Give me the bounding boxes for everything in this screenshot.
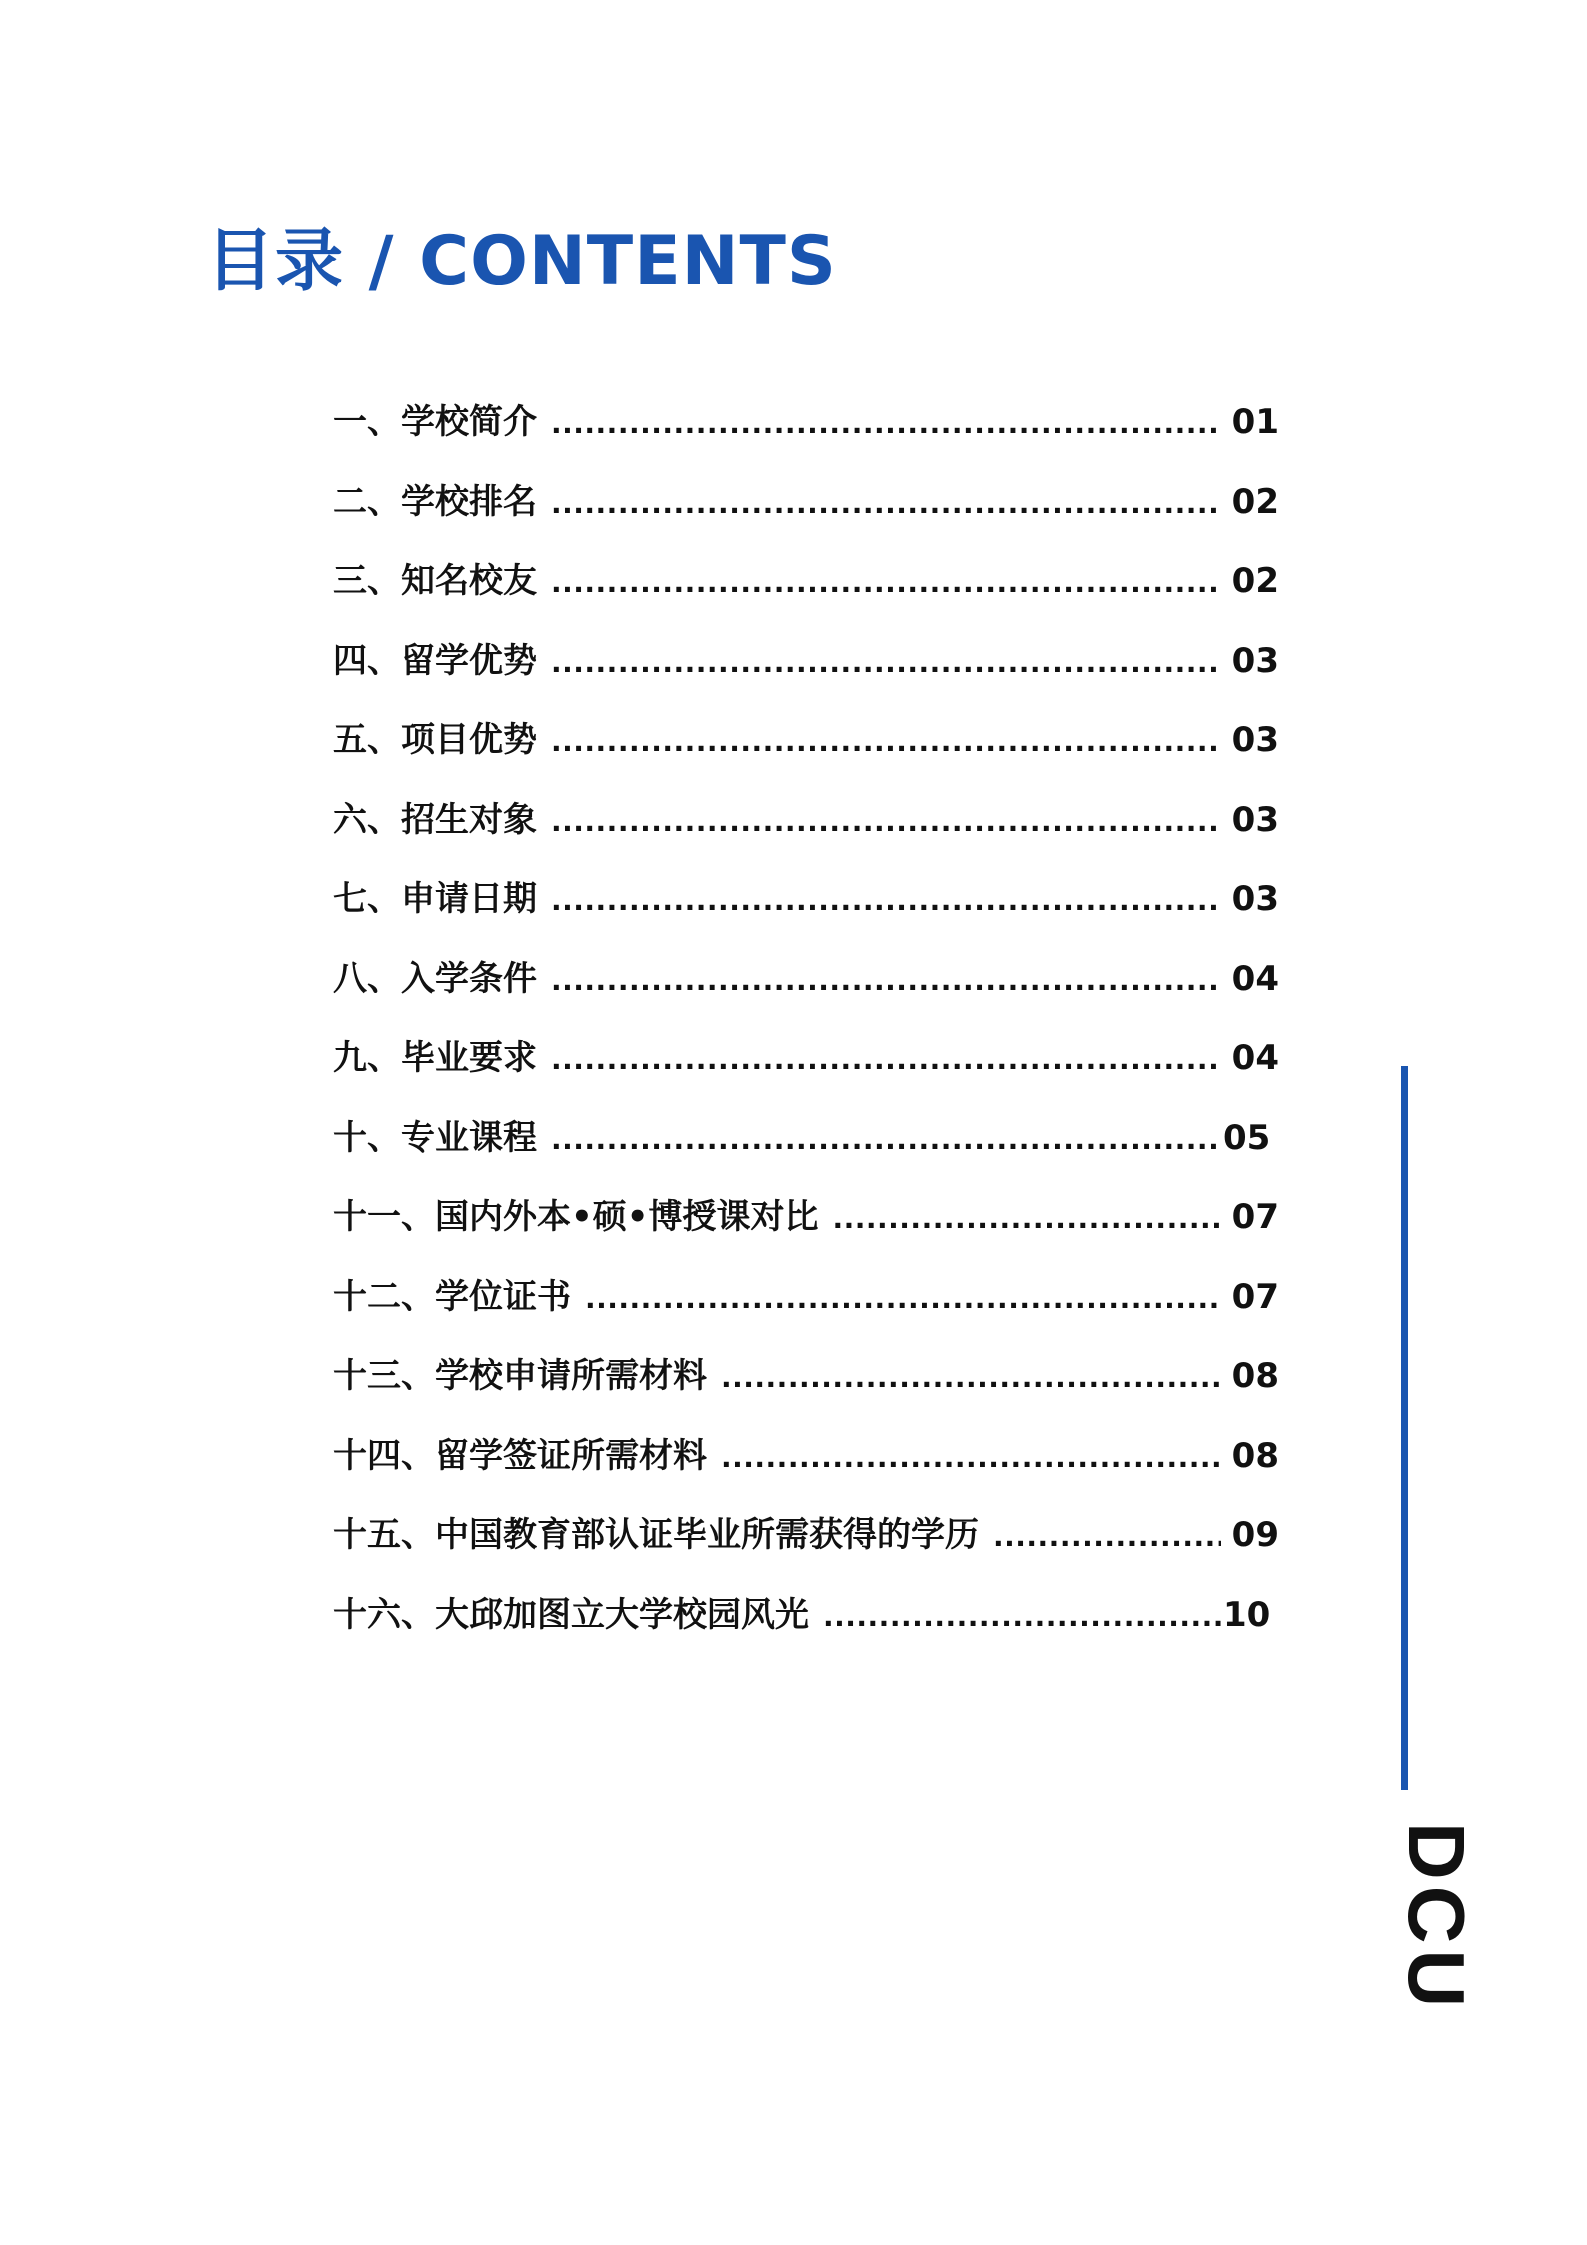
toc-entry-16[interactable] (333, 1587, 1279, 1667)
toc-entry-page: 03 (1231, 720, 1279, 760)
toc-entry-page: 04 (1231, 1038, 1279, 1078)
toc-entry-page: 04 (1231, 958, 1279, 999)
toc-entry-label: 二、学校排名 (333, 481, 537, 522)
dot-leader (551, 635, 1221, 691)
dot-leader (585, 1271, 1221, 1327)
toc-entry-11[interactable] (333, 1189, 1279, 1269)
toc-entry-page: 08 (1231, 1356, 1279, 1396)
side-accent-rule (1401, 1066, 1408, 1790)
toc-entry-page: 08 (1231, 1435, 1279, 1476)
dot-leader (551, 714, 1221, 770)
toc-entry-08[interactable] (333, 951, 1279, 1031)
table-of-contents (333, 394, 1279, 1666)
dot-leader (551, 1112, 1221, 1168)
dot-leader (832, 1191, 1221, 1247)
side-mark (1392, 1822, 1481, 2022)
toc-entry-14[interactable] (333, 1428, 1279, 1508)
dot-leader (551, 873, 1221, 929)
toc-entry-page: 07 (1231, 1276, 1279, 1317)
toc-entry-12[interactable] (333, 1269, 1279, 1349)
toc-entry-02[interactable] (333, 474, 1279, 554)
toc-entry-page: 03 (1231, 879, 1279, 919)
toc-entry-label: 四、留学优势 (333, 640, 537, 681)
dot-leader (551, 555, 1221, 611)
toc-entry-label: 八、入学条件 (333, 958, 537, 999)
toc-entry-label: 七、申请日期 (333, 879, 537, 919)
toc-entry-03[interactable] (333, 553, 1279, 633)
toc-entry-04[interactable] (333, 633, 1279, 713)
toc-entry-07[interactable] (333, 871, 1279, 951)
dot-leader (551, 794, 1221, 850)
toc-entry-page: 02 (1231, 561, 1279, 601)
toc-entry-06[interactable] (333, 792, 1279, 872)
toc-entry-15[interactable] (333, 1507, 1279, 1587)
toc-entry-page: 05 (1223, 1117, 1271, 1158)
toc-entry-label: 十五、中国教育部认证毕业所需获得的学历 (333, 1515, 979, 1555)
toc-entry-label: 十三、学校申请所需材料 (333, 1356, 707, 1396)
toc-entry-label: 三、知名校友 (333, 561, 537, 601)
toc-entry-10[interactable] (333, 1110, 1279, 1190)
dot-leader (823, 1589, 1221, 1645)
toc-entry-page: 01 (1231, 402, 1279, 442)
dot-leader (551, 396, 1221, 452)
dot-leader (993, 1509, 1221, 1565)
side-mark-text: DCU (1392, 1822, 1481, 2014)
toc-entry-label: 九、毕业要求 (333, 1038, 537, 1078)
toc-entry-label: 十一、国内外本•硕•博授课对比 (333, 1197, 819, 1237)
dot-leader (551, 953, 1221, 1009)
toc-entry-page: 02 (1231, 481, 1279, 522)
page-title: 目录 / CONTENTS (206, 222, 837, 301)
toc-entry-label: 五、项目优势 (333, 720, 537, 760)
toc-entry-label: 十四、留学签证所需材料 (333, 1435, 707, 1476)
toc-entry-page: 03 (1231, 799, 1279, 840)
toc-entry-label: 十二、学位证书 (333, 1276, 571, 1317)
toc-entry-page: 09 (1231, 1515, 1279, 1555)
toc-entry-label: 一、学校简介 (333, 402, 537, 442)
toc-entry-05[interactable] (333, 712, 1279, 792)
toc-entry-09[interactable] (333, 1030, 1279, 1110)
toc-entry-label: 十六、大邱加图立大学校园风光 (333, 1594, 809, 1635)
toc-entry-page: 07 (1231, 1197, 1279, 1237)
toc-entry-label: 六、招生对象 (333, 799, 537, 840)
dot-leader (721, 1350, 1221, 1406)
toc-entry-page: 03 (1231, 640, 1279, 681)
toc-entry-01[interactable] (333, 394, 1279, 474)
dot-leader (551, 476, 1221, 532)
toc-entry-label: 十、专业课程 (333, 1117, 537, 1158)
dot-leader (721, 1430, 1221, 1486)
toc-entry-13[interactable] (333, 1348, 1279, 1428)
toc-entry-page: 10 (1223, 1594, 1271, 1635)
dot-leader (551, 1032, 1221, 1088)
